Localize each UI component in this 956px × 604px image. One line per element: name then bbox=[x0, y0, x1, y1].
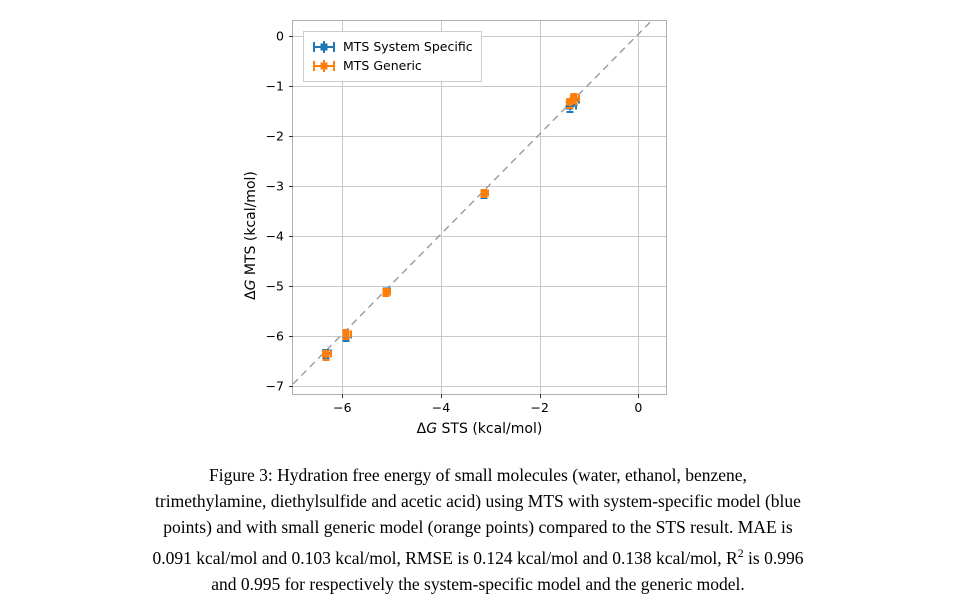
x-tick bbox=[638, 394, 639, 398]
x-tick-label: −6 bbox=[333, 400, 352, 415]
x-axis-title-symbol: G bbox=[426, 421, 438, 437]
y-tick bbox=[289, 386, 293, 387]
legend-item-generic[interactable] bbox=[311, 56, 473, 75]
caption-line-5: and 0.995 for respectively the system-specific model and the generic model. bbox=[211, 573, 745, 594]
y-tick bbox=[289, 336, 293, 337]
legend-item-system-specific[interactable] bbox=[311, 37, 473, 56]
legend-marker-icon bbox=[311, 40, 337, 54]
chart-legend[interactable] bbox=[303, 31, 482, 82]
legend-label: MTS Generic bbox=[343, 58, 422, 73]
caption-line-2: trimethylamine, diethylsulfide and acetic acid) using MTS with system-specific model (blue bbox=[155, 491, 801, 511]
y-axis-title bbox=[243, 171, 259, 300]
y-tick bbox=[289, 36, 293, 37]
x-tick-label: −4 bbox=[431, 400, 451, 415]
caption-line-4 bbox=[10, 540, 946, 571]
y-tick-label: −5 bbox=[265, 278, 284, 294]
y-tick bbox=[289, 86, 293, 87]
y-tick-label: −1 bbox=[265, 78, 284, 94]
legend-label: MTS System Specific bbox=[343, 39, 473, 54]
x-tick-label: −2 bbox=[530, 400, 549, 415]
y-axis-title-symbol: G bbox=[243, 279, 259, 291]
x-axis-title-delta: Δ bbox=[416, 421, 427, 437]
plot-area bbox=[265, 20, 667, 415]
legend-marker-icon bbox=[311, 59, 337, 73]
caption-line-4-sup: 2 bbox=[737, 546, 744, 560]
x-tick bbox=[540, 394, 541, 398]
y-tick-label: −7 bbox=[265, 378, 284, 394]
x-tick-label: 0 bbox=[634, 400, 643, 415]
y-tick bbox=[289, 286, 293, 287]
y-axis-title-delta: Δ bbox=[243, 290, 259, 300]
y-tick-label: 0 bbox=[276, 28, 284, 44]
caption-line-4-b: is 0.996 bbox=[743, 547, 804, 568]
caption-line-3: points) and with small generic model (orange points) compared to the STS result. MAE is bbox=[163, 517, 793, 537]
caption-line-4-a: 0.091 kcal/mol and 0.103 kcal/mol, RMSE is 0.124 kcal/mol and 0.138 kcal/mol, R bbox=[152, 547, 738, 568]
x-axis-title-rest: STS (kcal/mol) bbox=[437, 421, 543, 437]
x-axis-title bbox=[292, 421, 667, 437]
y-axis-title-rest: MTS (kcal/mol) bbox=[243, 171, 259, 280]
x-tick bbox=[342, 394, 343, 398]
caption-line-1: Figure 3: Hydration free energy of small molecules (water, ethanol, benzene, bbox=[209, 465, 747, 485]
y-tick-label: −3 bbox=[265, 178, 284, 194]
y-tick-label: −4 bbox=[265, 228, 284, 244]
y-tick bbox=[289, 186, 293, 187]
x-tick bbox=[441, 394, 442, 398]
figure-caption bbox=[10, 462, 946, 597]
y-tick bbox=[289, 236, 293, 237]
y-tick-label: −6 bbox=[265, 328, 284, 344]
y-tick-label: −2 bbox=[265, 128, 284, 144]
y-tick bbox=[289, 136, 293, 137]
